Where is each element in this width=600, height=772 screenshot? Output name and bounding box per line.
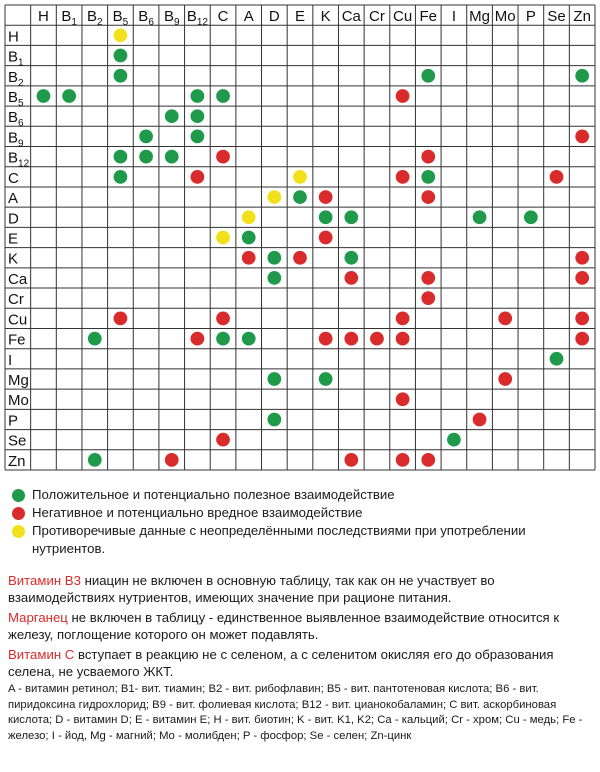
interaction-dot-k-ca-positive bbox=[344, 251, 358, 265]
interaction-dot-c-cu-negative bbox=[396, 170, 410, 184]
legend-contradictory-text: Противоречивые данные с неопределёнными последствиями при употреблении нутриентов. bbox=[32, 523, 526, 556]
legend bbox=[8, 486, 594, 558]
interaction-dot-fe-b2-positive bbox=[88, 332, 102, 346]
column-header-b1: $B_1$ bbox=[61, 8, 77, 29]
interaction-dot-b12-fe-negative bbox=[421, 150, 435, 164]
row-header-mg: Mg bbox=[8, 372, 29, 390]
column-header-c: C bbox=[217, 8, 229, 26]
interaction-dot-i-se-positive bbox=[550, 352, 564, 366]
row-header-a: A bbox=[8, 190, 19, 208]
interaction-dot-e-c-contradictory bbox=[216, 231, 230, 245]
interaction-dot-ca-fe-negative bbox=[421, 271, 435, 285]
interaction-dot-d-ca-positive bbox=[344, 210, 358, 224]
abbreviations: A - витамин ретинол; B1- вит. тиамин; B2 - вит. рибофлавин; B5 - вит. пантотеновая кислота; B6 - вит. пиридоксина гидрохлорид; B9 - вит. фолиевая кислота; B12 - вит. цианокобаламин; C вит. аскорбиновая кислота; D - витамин D; E - витамин E; H - вит. биотин; K - вит. K1, K2; Ca - кальций; Cr - хром; Cu - медь; Fe - железо; I - йод, Mg - магний; Mo - молибден; P - фосфор; Se - селен; Zn-цинк bbox=[8, 683, 583, 742]
interaction-dot-se-c-negative bbox=[216, 433, 230, 447]
red-dot-icon bbox=[12, 507, 25, 520]
row-header-c: C bbox=[8, 169, 19, 187]
interaction-dot-cu-c-negative bbox=[216, 311, 230, 325]
interaction-dot-cu-mo-negative bbox=[498, 311, 512, 325]
interaction-dot-cu-zn-negative bbox=[575, 311, 589, 325]
interaction-dot-fe-cr-negative bbox=[370, 332, 384, 346]
column-header-d: D bbox=[268, 8, 280, 26]
row-header-cr: Cr bbox=[8, 291, 24, 309]
column-header-fe: Fe bbox=[419, 8, 438, 26]
column-header-b12: $B_{12}$ bbox=[186, 8, 208, 29]
row-header-b6: $B_6$ bbox=[8, 109, 24, 130]
interaction-dot-b6-b9-positive bbox=[165, 109, 179, 123]
interaction-dot-b5-h-positive bbox=[37, 89, 51, 103]
row-header-p: P bbox=[8, 412, 19, 430]
note-manganese-highlight: Марганец bbox=[8, 610, 68, 625]
interaction-dot-b12-c-negative bbox=[216, 150, 230, 164]
yellow-dot-icon bbox=[12, 525, 25, 538]
interaction-dot-ca-zn-negative bbox=[575, 271, 589, 285]
interaction-dot-fe-zn-negative bbox=[575, 332, 589, 346]
interaction-dot-mo-cu-negative bbox=[396, 392, 410, 406]
note-manganese bbox=[8, 609, 594, 643]
column-header-b5: $B_5$ bbox=[112, 8, 129, 29]
interaction-dot-fe-b12-negative bbox=[191, 332, 205, 346]
interaction-dot-c-b5-positive bbox=[114, 170, 128, 184]
row-header-ca: Ca bbox=[8, 270, 28, 288]
row-header-k: K bbox=[8, 250, 19, 268]
interaction-dot-fe-a-positive bbox=[242, 332, 256, 346]
interaction-dot-k-zn-negative bbox=[575, 251, 589, 265]
interaction-dot-e-a-positive bbox=[242, 231, 256, 245]
interaction-dot-d-mg-positive bbox=[473, 210, 487, 224]
legend-negative-text: Негативное и потенциально вредное взаимодействие bbox=[32, 505, 363, 520]
interaction-dot-zn-b2-positive bbox=[88, 453, 102, 467]
interaction-dot-fe-c-positive bbox=[216, 332, 230, 346]
row-header-se: Se bbox=[8, 432, 27, 450]
column-header-b9: $B_9$ bbox=[163, 8, 180, 29]
row-header-h: H bbox=[8, 28, 19, 46]
note-vitamin-c-text: вступает в реакцию не с селеном, а с селенитом окисляя его до образования селена, не усваемого ЖКТ. bbox=[8, 647, 554, 679]
interaction-dot-a-e-positive bbox=[293, 190, 307, 204]
interaction-dot-ca-d-positive bbox=[267, 271, 281, 285]
column-header-se: Se bbox=[547, 8, 566, 26]
green-dot-icon bbox=[12, 489, 25, 502]
interaction-dot-fe-ca-negative bbox=[344, 332, 358, 346]
interaction-dot-a-fe-negative bbox=[421, 190, 435, 204]
interaction-dot-b2-zn-positive bbox=[575, 69, 589, 83]
legend-contradictory bbox=[8, 522, 594, 558]
interaction-dot-b5-b12-positive bbox=[191, 89, 205, 103]
row-header-b5: $B_5$ bbox=[8, 88, 24, 109]
interaction-dot-b5-c-positive bbox=[216, 89, 230, 103]
interaction-dot-mg-k-positive bbox=[319, 372, 333, 386]
interaction-dot-a-d-contradictory bbox=[267, 190, 281, 204]
interaction-dot-cr-fe-negative bbox=[421, 291, 435, 305]
column-header-i: I bbox=[451, 8, 456, 26]
row-header-cu: Cu bbox=[8, 311, 28, 329]
interaction-dot-mg-d-positive bbox=[267, 372, 281, 386]
column-header-k: K bbox=[320, 8, 331, 26]
note-b3-text: ниацин не включен в основную таблицу, так как он не участвует во взаимодействиях нутриентов, имеющих значение при рационе питания. bbox=[8, 573, 495, 605]
row-header-e: E bbox=[8, 230, 19, 248]
interaction-dot-c-e-contradictory bbox=[293, 170, 307, 184]
interaction-dot-a-k-negative bbox=[319, 190, 333, 204]
interaction-dot-b12-b6-positive bbox=[139, 150, 153, 164]
interaction-dot-b5-cu-negative bbox=[396, 89, 410, 103]
row-header-d: D bbox=[8, 210, 19, 228]
legend-positive-text: Положительное и потенциально полезное взаимодействие bbox=[32, 487, 395, 502]
interaction-dot-k-d-positive bbox=[267, 251, 281, 265]
row-header-mo: Mo bbox=[8, 392, 29, 410]
column-header-mg: Mg bbox=[469, 8, 490, 26]
row-header-zn: Zn bbox=[8, 452, 26, 470]
column-header-p: P bbox=[525, 8, 536, 26]
interaction-dot-zn-ca-negative bbox=[344, 453, 358, 467]
interaction-dot-d-a-contradictory bbox=[242, 210, 256, 224]
interaction-dot-k-e-negative bbox=[293, 251, 307, 265]
notes bbox=[8, 572, 594, 683]
column-header-ca: Ca bbox=[341, 8, 361, 26]
interaction-dot-h-b5-contradictory bbox=[114, 28, 128, 42]
interaction-dot-b1-b5-positive bbox=[114, 49, 128, 63]
legend-negative bbox=[8, 504, 594, 522]
column-header-mo: Mo bbox=[494, 8, 516, 26]
column-header-cr: Cr bbox=[369, 8, 385, 26]
interaction-dot-zn-b9-negative bbox=[165, 453, 179, 467]
interaction-dot-b2-fe-positive bbox=[421, 69, 435, 83]
note-b3 bbox=[8, 572, 594, 606]
column-header-h: H bbox=[38, 8, 49, 26]
interaction-dot-zn-fe-negative bbox=[421, 453, 435, 467]
interaction-dot-b12-b5-positive bbox=[114, 150, 128, 164]
row-header-i: I bbox=[8, 351, 13, 369]
interaction-dot-p-d-positive bbox=[267, 413, 281, 427]
interaction-dot-k-a-negative bbox=[242, 251, 256, 265]
row-header-b1: $B_1$ bbox=[8, 48, 24, 69]
interaction-dot-se-i-positive bbox=[447, 433, 461, 447]
interaction-dot-b9-zn-negative bbox=[575, 130, 589, 144]
interaction-dot-b6-b12-positive bbox=[191, 109, 205, 123]
interaction-dot-zn-cu-negative bbox=[396, 453, 410, 467]
interaction-dot-mg-mo-negative bbox=[498, 372, 512, 386]
interaction-dot-fe-k-negative bbox=[319, 332, 333, 346]
interaction-dot-e-k-negative bbox=[319, 231, 333, 245]
interaction-dot-c-b12-negative bbox=[191, 170, 205, 184]
note-vitamin-c-highlight: Витамин C bbox=[8, 647, 75, 662]
column-header-zn: Zn bbox=[573, 8, 591, 26]
interaction-dot-b9-b6-positive bbox=[139, 130, 153, 144]
column-header-a: A bbox=[243, 8, 254, 26]
column-header-cu: Cu bbox=[393, 8, 413, 26]
row-header-b9: $B_9$ bbox=[8, 129, 24, 150]
interaction-dot-b5-b1-positive bbox=[62, 89, 76, 103]
note-b3-highlight: Витамин B3 bbox=[8, 573, 81, 588]
interaction-dot-cu-b5-negative bbox=[114, 311, 128, 325]
legend-positive bbox=[8, 486, 594, 504]
row-header-fe: Fe bbox=[8, 331, 26, 349]
row-header-b2: $B_2$ bbox=[8, 68, 24, 89]
note-manganese-text: не включен в таблицу - единственное выявленное взаимодействие относится к железу, поглощение которого он может подавлять. bbox=[8, 610, 560, 642]
row-header-b12: $B_{12}$ bbox=[8, 149, 30, 170]
interaction-dot-cu-cu-negative bbox=[396, 311, 410, 325]
note-vitamin-c bbox=[8, 646, 594, 680]
interaction-dot-p-mg-negative bbox=[473, 413, 487, 427]
interaction-dot-fe-cu-negative bbox=[396, 332, 410, 346]
interaction-dot-d-p-positive bbox=[524, 210, 538, 224]
interaction-dot-ca-ca-negative bbox=[344, 271, 358, 285]
column-header-b6: $B_6$ bbox=[138, 8, 154, 29]
interaction-dot-c-fe-positive bbox=[421, 170, 435, 184]
interaction-dot-d-k-positive bbox=[319, 210, 333, 224]
interaction-dot-b12-b9-positive bbox=[165, 150, 179, 164]
column-header-e: E bbox=[294, 8, 306, 26]
interaction-dot-c-se-negative bbox=[550, 170, 564, 184]
interaction-dot-b2-b5-positive bbox=[114, 69, 128, 83]
column-header-b2: $B_2$ bbox=[86, 8, 103, 29]
interaction-dot-b9-b12-positive bbox=[191, 130, 205, 144]
